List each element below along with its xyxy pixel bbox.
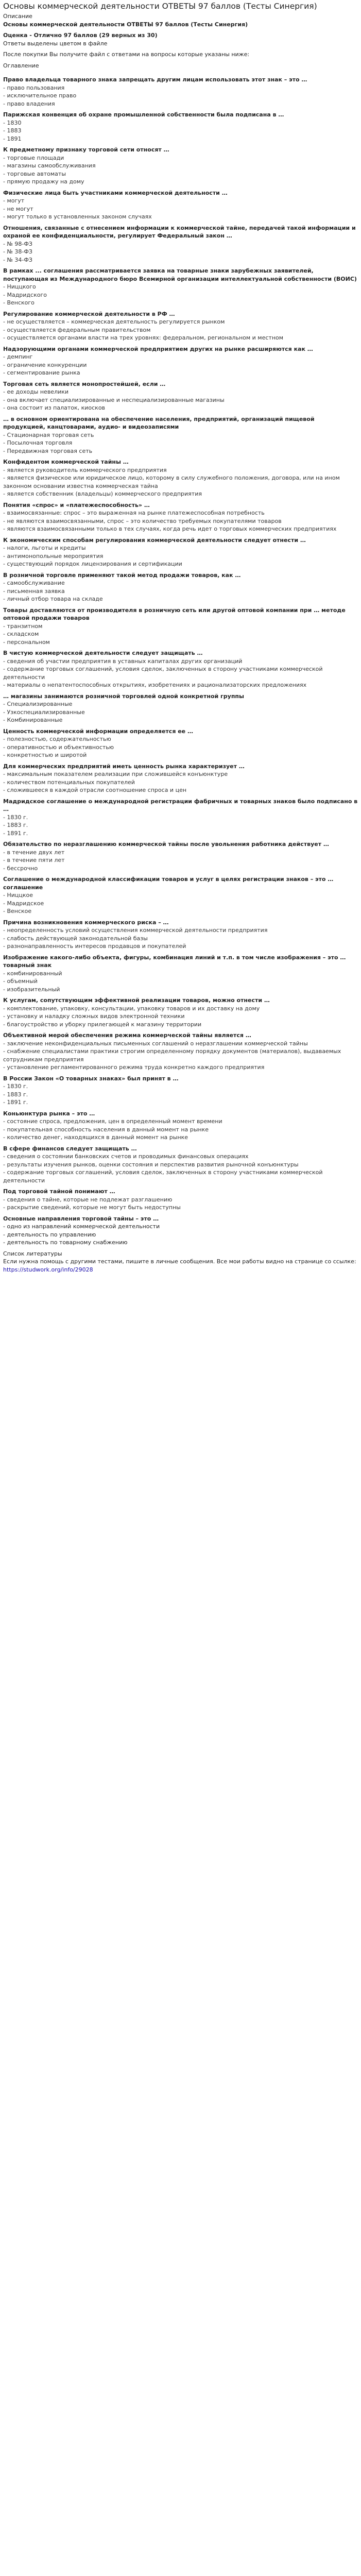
question-text: Надзорующими органами коммерческой предприятием других на рынке расширяются как …: [3, 345, 313, 352]
answer-option: - покупательная способность населения в данный момент на рынке: [3, 1126, 209, 1133]
question-block: [3, 533, 358, 568]
answer-option: - она включает специализированные и неспециализированные магазины: [3, 396, 225, 403]
answer-option: - слабость действующей законодательной базы: [3, 935, 148, 942]
question-block: [3, 186, 358, 221]
answer-option: - магазины самообслуживания: [3, 162, 96, 169]
tail-block: [3, 1212, 358, 1274]
question-text: Для коммерческих предприятий иметь ценность рынка характеризует …: [3, 762, 245, 770]
question-text: Конфидентом коммерческой тайны …: [3, 459, 129, 465]
question-text: Ценность коммерческой информации определяется ее …: [3, 727, 193, 735]
answer-option: - Мадридского: [3, 291, 47, 298]
question-block: [3, 1107, 358, 1142]
question-block: [3, 1184, 358, 1212]
question-block: [3, 794, 358, 838]
question-block: [3, 108, 358, 143]
question-text: Право владельца товарного знака запрещать другим лицам использовать этот знак – это …: [3, 76, 307, 83]
question-text: Физические лица быть участниками коммерческой деятельности …: [3, 189, 228, 196]
document: [0, 0, 361, 1276]
question-text: В сфере финансов следует защищать …: [3, 1145, 137, 1152]
question-block: [3, 377, 358, 412]
answer-option: - сегментирование рынка: [3, 369, 80, 376]
answer-option: - количеством потенциальных покупателей: [3, 778, 135, 786]
tail-line: - деятельность по товарному снабжению: [3, 1239, 128, 1246]
answer-option: - не осуществляется – коммерческая деятельность регулируется рынком: [3, 318, 225, 325]
question-text: Торговая сеть является монопростейшей, если …: [3, 380, 166, 387]
answer-option: - Венского: [3, 299, 35, 306]
answer-option: - Узкоспециализированные: [3, 708, 85, 716]
answer-option: - установку и наладку сложных видов электронной техники: [3, 1013, 185, 1020]
question-block: [3, 689, 358, 724]
answer-option: - Стационарная торговая сеть: [3, 431, 94, 438]
answer-option: - оперативностью и объективностью: [3, 743, 114, 751]
answer-option: - Ниццкого: [3, 283, 36, 290]
question-text: Регулирование коммерческой деятельности в РФ …: [3, 310, 175, 317]
question-block: [3, 724, 358, 759]
answer-option: - бессрочно: [3, 865, 38, 872]
answer-option: - не могут: [3, 205, 33, 212]
answer-option: - раскрытие сведений, которые не могут быть недоступны: [3, 1204, 181, 1211]
question-text: Обязательство по неразглашению коммерческой тайны после увольнения работника действует …: [3, 841, 329, 848]
question-text: Причина возникновения коммерческого риска – …: [3, 919, 169, 926]
answer-option: - является руководитель коммерческого предприятия: [3, 466, 167, 473]
meta-line: Оглавление: [3, 62, 39, 69]
answer-option: - 1883: [3, 127, 22, 134]
question-block: [3, 221, 358, 264]
answer-option: - 1891 г.: [3, 829, 28, 837]
question-block: [3, 264, 358, 307]
answer-option: - демпинг: [3, 353, 33, 360]
question-text: Под торговой тайной понимают …: [3, 1188, 115, 1195]
answer-option: - существующий порядок лицензирования и сертификации: [3, 561, 182, 567]
question-block: [3, 73, 358, 108]
answer-option: - полезностью, содержательностью: [3, 736, 111, 742]
answer-option: - в течение пяти лет: [3, 857, 65, 863]
answer-option: - право пользования: [3, 84, 65, 91]
answer-option: - личный отбор товара на складе: [3, 596, 103, 602]
question-text: В рамках ... соглашения рассматривается заявка на товарные знаки зарубежных заявителей, поступающая из Международного бюро Всемирной организации интеллектуальной собственности (ВОИС): [3, 267, 357, 282]
question-block: [3, 646, 358, 689]
answer-option: - складском: [3, 631, 39, 637]
answer-option: - Специализированные: [3, 701, 73, 707]
question-block: [3, 307, 358, 342]
question-text: Парижская конвенция об охране промышленной собственности была подписана в …: [3, 111, 284, 118]
tail-line: - деятельность по управлению: [3, 1231, 96, 1238]
answer-option: - самообслуживание: [3, 580, 65, 586]
tail-line: Список литературы: [3, 1250, 62, 1257]
answer-option: - 1891 г.: [3, 1099, 28, 1106]
answer-option: - 1883 г.: [3, 1091, 28, 1098]
question-text: Изображение какого-либо объекта, фигуры, комбинация линий и т.п. в том числе изображения – это … товарный знак: [3, 954, 346, 969]
answer-option: - являются взаимосвязанными только в тех случаях, когда речь идет о торговых коммерческих предприятиях: [3, 526, 337, 532]
question-block: [3, 412, 358, 455]
answer-option: - транзитном: [3, 622, 43, 630]
question-text: Мадридское соглашение о международной регистрации фабричных и товарных знаков было подписано в …: [3, 798, 358, 812]
answer-option: - антимонопольные мероприятия: [3, 552, 104, 560]
question-block: [3, 603, 358, 647]
answer-option: - конкретностью и широтой: [3, 752, 87, 758]
question-text: … в основном ориентирована на обеспечение населения, предприятий, организаций пищевой продукцией, канцтоварами, аудио- и видеозаписями: [3, 415, 315, 430]
answer-option: - Передвижная торговая сеть: [3, 447, 93, 454]
answer-option: - является собственник (владельцы) коммерческого предприятия: [3, 490, 202, 497]
answer-option: - в течение двух лет: [3, 849, 65, 856]
answer-option: - Ниццкое: [3, 892, 33, 899]
answer-option: - ее доходы невелики: [3, 388, 69, 395]
question-text: В России Закон «О товарных знаках» был принят в …: [3, 1075, 179, 1082]
answer-option: - снабжение специалистами практики строгим определенному порядку документов (материалов), выдаваемых сотрудникам предприятия: [3, 1048, 341, 1063]
answer-option: - количество денег, находящихся в данный момент на рынке: [3, 1134, 188, 1141]
meta-block: [3, 12, 358, 70]
answer-option: - сведения о состоянии банковских счетов и проводимых финансовых операциях: [3, 1153, 249, 1160]
answer-option: - торговые площади: [3, 154, 64, 161]
question-block: [3, 1142, 358, 1185]
answer-option: - 1830 г.: [3, 1083, 28, 1090]
answer-option: - результаты изучения рынков, оценки состояния и перспектив развития рыночной конъюнктуры: [3, 1161, 299, 1168]
answer-option: - осуществляется органами власти на трех уровнях: федеральном, региональном и местном: [3, 334, 284, 341]
meta-line: Ответы выделены цветом в файле: [3, 40, 108, 47]
question-block: [3, 1028, 358, 1072]
question-text: К предметному признаку торговой сети относят …: [3, 146, 169, 153]
answer-option: - Комбинированные: [3, 717, 63, 723]
meta-line: Оценка - Отлично 97 баллов (29 верных из 30): [3, 32, 158, 39]
answer-option: - 1883 г.: [3, 822, 28, 828]
question-block: [3, 455, 358, 498]
question-block: [3, 1072, 358, 1107]
answer-option: - неопределенность условий осуществления коммерческой деятельности предприятия: [3, 927, 268, 934]
answer-option: - максимальным показателем реализации при сложившейся конъюнктуре: [3, 771, 228, 777]
question-text: Отношения, связанные с отнесением информации к коммерческой тайне, передачей такой информации и охраной ее конфиденциальности, регулирует Федеральный закон …: [3, 224, 356, 239]
answer-option: - взаимосвязанные: спрос – это выраженная на рынке платежеспособная потребность: [3, 510, 265, 516]
answer-option: - заключение неконфиденциальных письменных соглашений о неразглашении коммерческой тайны: [3, 1040, 308, 1047]
answer-option: - ограничение конкуренции: [3, 361, 87, 368]
answer-option: - могут только в установленных законом случаях: [3, 213, 152, 220]
answer-option: - письменная заявка: [3, 587, 65, 595]
tail-line: - одно из направлений коммерческой деятельности: [3, 1223, 160, 1230]
question-block: [3, 759, 358, 794]
answer-option: - не являются взаимосвязанными, спрос – это количество требуемых покупателями товаров: [3, 517, 282, 524]
question-text: Товары доставляются от производителя в розничную сеть или другой оптовой компании при … методе оптовой продажи товаров: [3, 606, 346, 621]
question-list: [3, 73, 358, 1212]
question-text: Понятия «спрос» и «платежеспособность» …: [3, 501, 150, 509]
answer-option: - торговые автоматы: [3, 170, 66, 177]
answer-option: - состояние спроса, предложения, цен в определенный момент времени: [3, 1118, 222, 1125]
meta-line: После покупки Вы получите файл с ответами на вопросы которые указаны ниже:: [3, 51, 250, 58]
question-block: [3, 916, 358, 951]
profile-link[interactable]: https://studwork.org/info/29028: [3, 1266, 93, 1273]
answer-option: - № 34-ФЗ: [3, 256, 32, 263]
answer-option: - сложившееся в каждой отрасли соотношение спроса и цен: [3, 787, 187, 793]
answer-option: - содержание торговых соглашений, условия сделок, заключенных в сторону участниками коммерческой деятельности: [3, 666, 323, 681]
answer-option: - осуществляется федеральным правительством: [3, 326, 151, 333]
answer-option: - комплектование, упаковку, консультации, упаковку товаров и их доставку на дому: [3, 1005, 260, 1012]
answer-option: - 1830: [3, 119, 22, 126]
answer-option: - благоустройство и уборку прилегающей к магазину территории: [3, 1021, 202, 1028]
answer-option: - могут: [3, 197, 25, 204]
answer-option: - является физическое или юридическое лицо, которому в силу служебного положения, договора, или на ином законном основании известна коммерческая тайна: [3, 474, 340, 489]
meta-line: Основы коммерческой деятельности ОТВЕТЫ 97 баллов (Тесты Синергия): [3, 21, 248, 28]
answer-option: - Посылочная торговля: [3, 439, 73, 446]
answer-option: - 1891: [3, 135, 22, 142]
question-block: [3, 837, 358, 872]
answer-option: - содержание торговых соглашений, условия сделок, заключенных в сторону участниками коммерческой деятельности: [3, 1169, 323, 1184]
answer-option: - исключительное право: [3, 92, 77, 99]
question-text: … магазины занимаются розничной торговлей одной конкретной группы: [3, 692, 244, 700]
question-text: В чистую коммерческой деятельности следует защищать …: [3, 650, 203, 656]
answer-option: - Венское: [3, 908, 32, 914]
question-block: [3, 342, 358, 377]
question-block: [3, 993, 358, 1028]
answer-option: - материалы о непатентоспособных открытиях, изобретениях и рационализаторских предложениях: [3, 682, 307, 688]
answer-option: - персональном: [3, 638, 50, 646]
answer-option: - прямую продажу на дому: [3, 178, 84, 185]
question-block: [3, 951, 358, 994]
question-block: [3, 143, 358, 186]
tail-line: Если нужна помощь с другими тестами, пишите в личные сообщения. Все мои работы видно на странице со ссылке:: [3, 1258, 356, 1265]
answer-option: - разнонаправленность интересов продавцов и покупателей: [3, 943, 186, 950]
answer-option: - право владения: [3, 100, 55, 107]
answer-option: - установление регламентированного режима труда конкретно каждого предприятия: [3, 1064, 265, 1071]
question-text: Коньюнктура рынка – это …: [3, 1110, 95, 1117]
answer-option: - 1830 г.: [3, 814, 28, 821]
question-text: К экономическим способам регулирования коммерческой деятельности следует отнести …: [3, 536, 306, 544]
question-block: [3, 498, 358, 533]
answer-option: - налоги, льготы и кредиты: [3, 545, 86, 551]
question-block: [3, 872, 358, 916]
answer-option: - № 98-ФЗ: [3, 240, 32, 247]
answer-option: - Мадридское: [3, 900, 44, 907]
answer-option: - она состоит из палаток, киосков: [3, 404, 106, 411]
tail-line: Основные направления торговой тайны – это …: [3, 1215, 159, 1222]
answer-option: - комбинированный: [3, 970, 62, 977]
answer-option: - объемный: [3, 978, 38, 985]
question-block: [3, 568, 358, 603]
answer-option: - изобразительный: [3, 986, 60, 993]
document-title: Основы коммерческой деятельности ОТВЕТЫ 97 баллов (Тесты Синергия): [3, 2, 317, 11]
question-text: К услугам, сопутствующим эффективной реализации товаров, можно отнести …: [3, 997, 270, 1004]
question-text: Соглашение о международной классификации товаров и услуг в целях регистрации знаков – это … соглашение: [3, 876, 334, 891]
meta-line: Описание: [3, 13, 32, 20]
answer-option: - № 38-ФЗ: [3, 248, 32, 255]
question-text: В розничной торговле применяют такой метод продажи товаров, как …: [3, 571, 241, 579]
question-text: Объективной мерой обеспечения режима коммерческой тайны является …: [3, 1032, 251, 1039]
answer-option: - сведения об участии предприятия в уставных капиталах других организаций: [3, 657, 243, 665]
answer-option: - сведения о тайне, которые не подлежат разглашению: [3, 1196, 173, 1203]
